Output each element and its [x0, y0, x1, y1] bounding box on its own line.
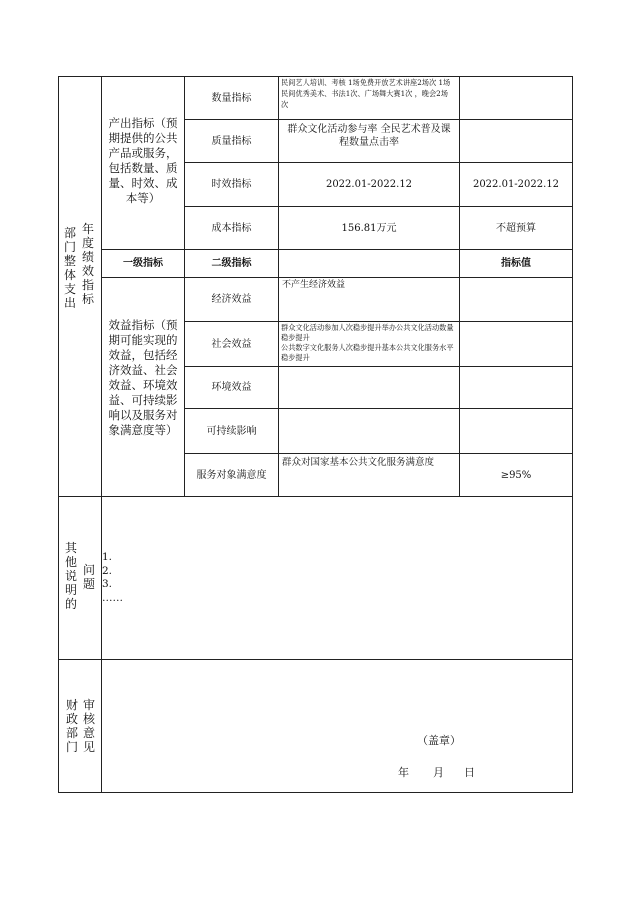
effect-row-target-2: [459, 321, 573, 367]
social-benefit-label: 社会效益: [211, 338, 252, 350]
output-row-target-3: [459, 162, 573, 207]
output-row-name-2: [184, 119, 279, 163]
output-row-content-4: [278, 206, 460, 250]
effect-row-name-1: [184, 277, 279, 322]
output-row-target-2: [459, 119, 573, 163]
perf-side-label-b: 年度绩效指标: [82, 222, 95, 306]
output-row-name-1: [184, 76, 279, 120]
sustainability-label: 可持续影响: [206, 425, 257, 437]
output-group-label: 产出指标（预期提供的公共产品或服务，包括数量、质量、时效、成本等）: [108, 116, 178, 205]
timeliness-indicator-label: 时效指标: [211, 179, 252, 190]
header-col3: [278, 249, 460, 278]
timeliness-indicator-target: 2022.01-2022.12: [472, 179, 560, 190]
other-item-4: ……: [102, 591, 123, 604]
finance-label-a: 财政部门: [66, 698, 79, 754]
seal-text: （盖章）: [417, 734, 461, 747]
satisfaction-target: ≥95%: [500, 469, 532, 481]
header-level1: 一级指标: [123, 258, 163, 269]
output-row-target-1: [459, 76, 573, 120]
economic-benefit-content: 不产生经济效益: [282, 280, 346, 290]
date-year: 年: [398, 766, 409, 779]
header-col2: [184, 249, 279, 278]
other-label-b: 问题: [83, 563, 96, 591]
header-col4: [459, 249, 573, 278]
effect-row-target-5: [459, 453, 573, 497]
finance-content-cell: [101, 659, 573, 793]
other-item-3: 3.: [102, 578, 113, 590]
environmental-benefit-label: 环境效益: [211, 382, 252, 393]
quality-indicator-label: 质量指标: [211, 135, 252, 147]
cost-indicator-target: 不超预算: [496, 222, 536, 234]
date-month: 月: [433, 766, 444, 779]
effect-row-content-2: [278, 321, 460, 367]
effect-row-content-1: [278, 277, 460, 322]
effect-row-name-5: [184, 453, 279, 497]
cost-indicator-content: 156.81万元: [341, 222, 397, 234]
header-level2: 二级指标: [211, 258, 252, 269]
date-line: [398, 764, 475, 780]
effect-row-name-4: [184, 408, 279, 454]
effect-row-content-5: [278, 453, 460, 497]
effect-group-label: 效益指标（预期可能实现的效益，包括经济效益、社会效益、环境效益、可持续影响以及服务对象满意度等）: [108, 318, 178, 437]
effect-row-name-3: [184, 366, 279, 409]
effect-row-content-4: [278, 408, 460, 454]
perf-side-label-a: 部门整体支出: [64, 226, 77, 310]
quantity-indicator-content: 民间艺人培训、考核 1场免费开放艺术讲座2场次 1场 民间优秀美术、书法1次、广场舞大赛1次 ，晚会2场次: [281, 78, 451, 109]
effect-row-target-1: [459, 277, 573, 322]
output-row-target-4: [459, 206, 573, 250]
output-row-name-3: [184, 162, 279, 207]
other-items-list: [102, 551, 123, 605]
effect-row-name-2: [184, 321, 279, 367]
header-col1: [101, 249, 185, 278]
output-row-content-1: [278, 76, 460, 120]
satisfaction-label: 服务对象满意度: [196, 469, 267, 481]
effect-row-target-4: [459, 408, 573, 454]
social-benefit-content: 群众文化活动参加人次稳步提升举办公共文化活动数量稳步提升 公共数字文化服务人次稳步提升基本公共文化服务水平稳步提升: [281, 323, 454, 362]
other-item-1: 1.: [102, 551, 113, 563]
satisfaction-content: 群众对国家基本公共文化服务满意度: [282, 457, 435, 468]
quality-indicator-content: 群众文化活动参与率 全民艺术普及课程数量点击率: [287, 124, 451, 148]
date-day: 日: [464, 766, 475, 779]
effect-row-content-3: [278, 366, 460, 409]
other-content-cell: [101, 496, 573, 660]
output-row-content-3: [278, 162, 460, 207]
header-target-value: 指标值: [501, 258, 531, 269]
finance-label-b: 审核意见: [83, 698, 96, 754]
timeliness-indicator-content: 2022.01-2022.12: [325, 179, 413, 190]
other-item-2: 2.: [102, 564, 113, 577]
cost-indicator-label: 成本指标: [211, 222, 252, 234]
economic-benefit-label: 经济效益: [211, 294, 252, 305]
effect-row-target-3: [459, 366, 573, 409]
output-row-name-4: [184, 206, 279, 250]
quantity-indicator-label: 数量指标: [211, 92, 252, 104]
output-row-content-2: [278, 119, 460, 163]
other-label-a: 其他说明的: [65, 541, 78, 611]
